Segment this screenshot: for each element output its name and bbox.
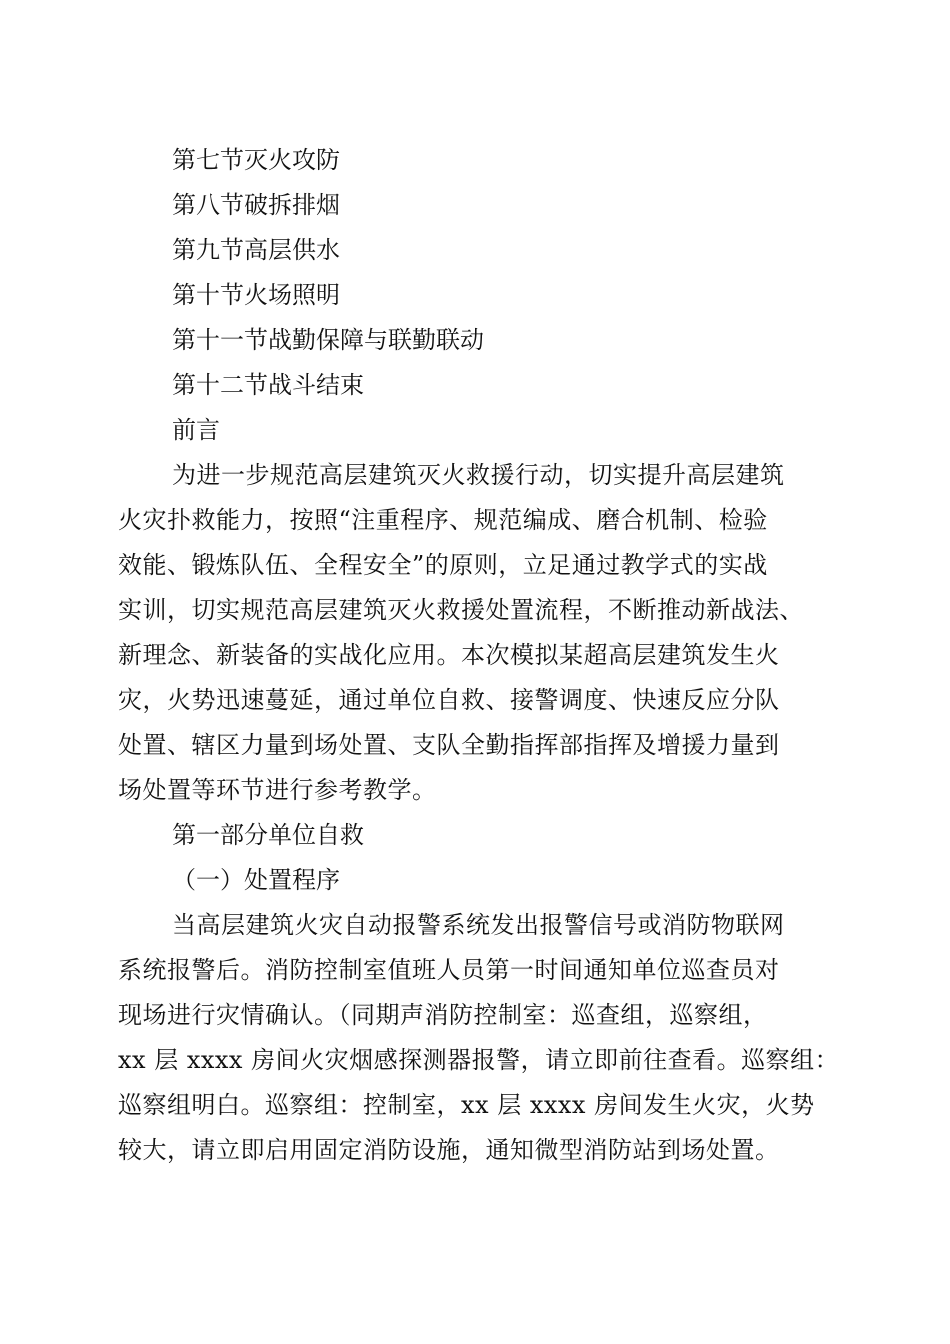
toc-item-section-12: 第十二节战斗结束 [172,371,364,399]
part-1-title: 第一部分单位自救 [172,821,364,849]
section-title-procedure: （一）处置程序 [172,866,340,894]
paragraph-line: 场处置等环节进行参考教学。 [118,776,437,804]
paragraph-line: 系统报警后。消防控制室值班人员第一时间通知单位巡查员对 [118,956,780,984]
preface-title: 前言 [172,416,220,444]
paragraph-line: 处置、辖区力量到场处置、支队全勤指挥部指挥及增援力量到 [118,731,780,759]
paragraph-line: 现场进行灾情确认。（同期声消防控制室：巡查组，巡察组， [118,1001,768,1029]
paragraph-line: 较大，请立即启用固定消防设施，通知微型消防站到场处置。 [118,1136,780,1164]
paragraph-line: 灾，火势迅速蔓延，通过单位自救、接警调度、快速反应分队 [118,686,780,714]
paragraph-line: 新理念、新装备的实战化应用。本次模拟某超高层建筑发生火 [118,641,780,669]
document-body [118,138,840,1173]
toc-item-section-9: 第九节高层供水 [172,236,340,264]
paragraph-line: 巡察组明白。巡察组：控制室，xx 层 xxxx 房间发生火灾，火势 [118,1091,815,1119]
toc-item-section-11: 第十一节战勤保障与联勤联动 [172,326,484,354]
paragraph-line: 当高层建筑火灾自动报警系统发出报警信号或消防物联网 [172,911,785,939]
paragraph-line: 为进一步规范高层建筑灭火救援行动，切实提升高层建筑 [172,461,785,489]
preface-paragraph [118,453,830,813]
toc-item-section-10: 第十节火场照明 [172,281,340,309]
procedure-paragraph [118,903,840,1173]
paragraph-line: xx 层 xxxx 房间火灾烟感探测器报警，请立即前往查看。巡察组： [118,1046,840,1074]
toc-item-section-7: 第七节灭火攻防 [172,146,340,174]
table-of-contents [118,138,830,408]
paragraph-line: 火灾扑救能力，按照“注重程序、规范编成、磨合机制、检验 [118,506,768,534]
toc-item-section-8: 第八节破拆排烟 [172,191,340,219]
paragraph-line: 实训，切实规范高层建筑灭火救援处置流程，不断推动新战法、 [118,596,804,624]
paragraph-line: 效能、锻炼队伍、全程安全”的原则，立足通过教学式的实战 [118,551,768,579]
